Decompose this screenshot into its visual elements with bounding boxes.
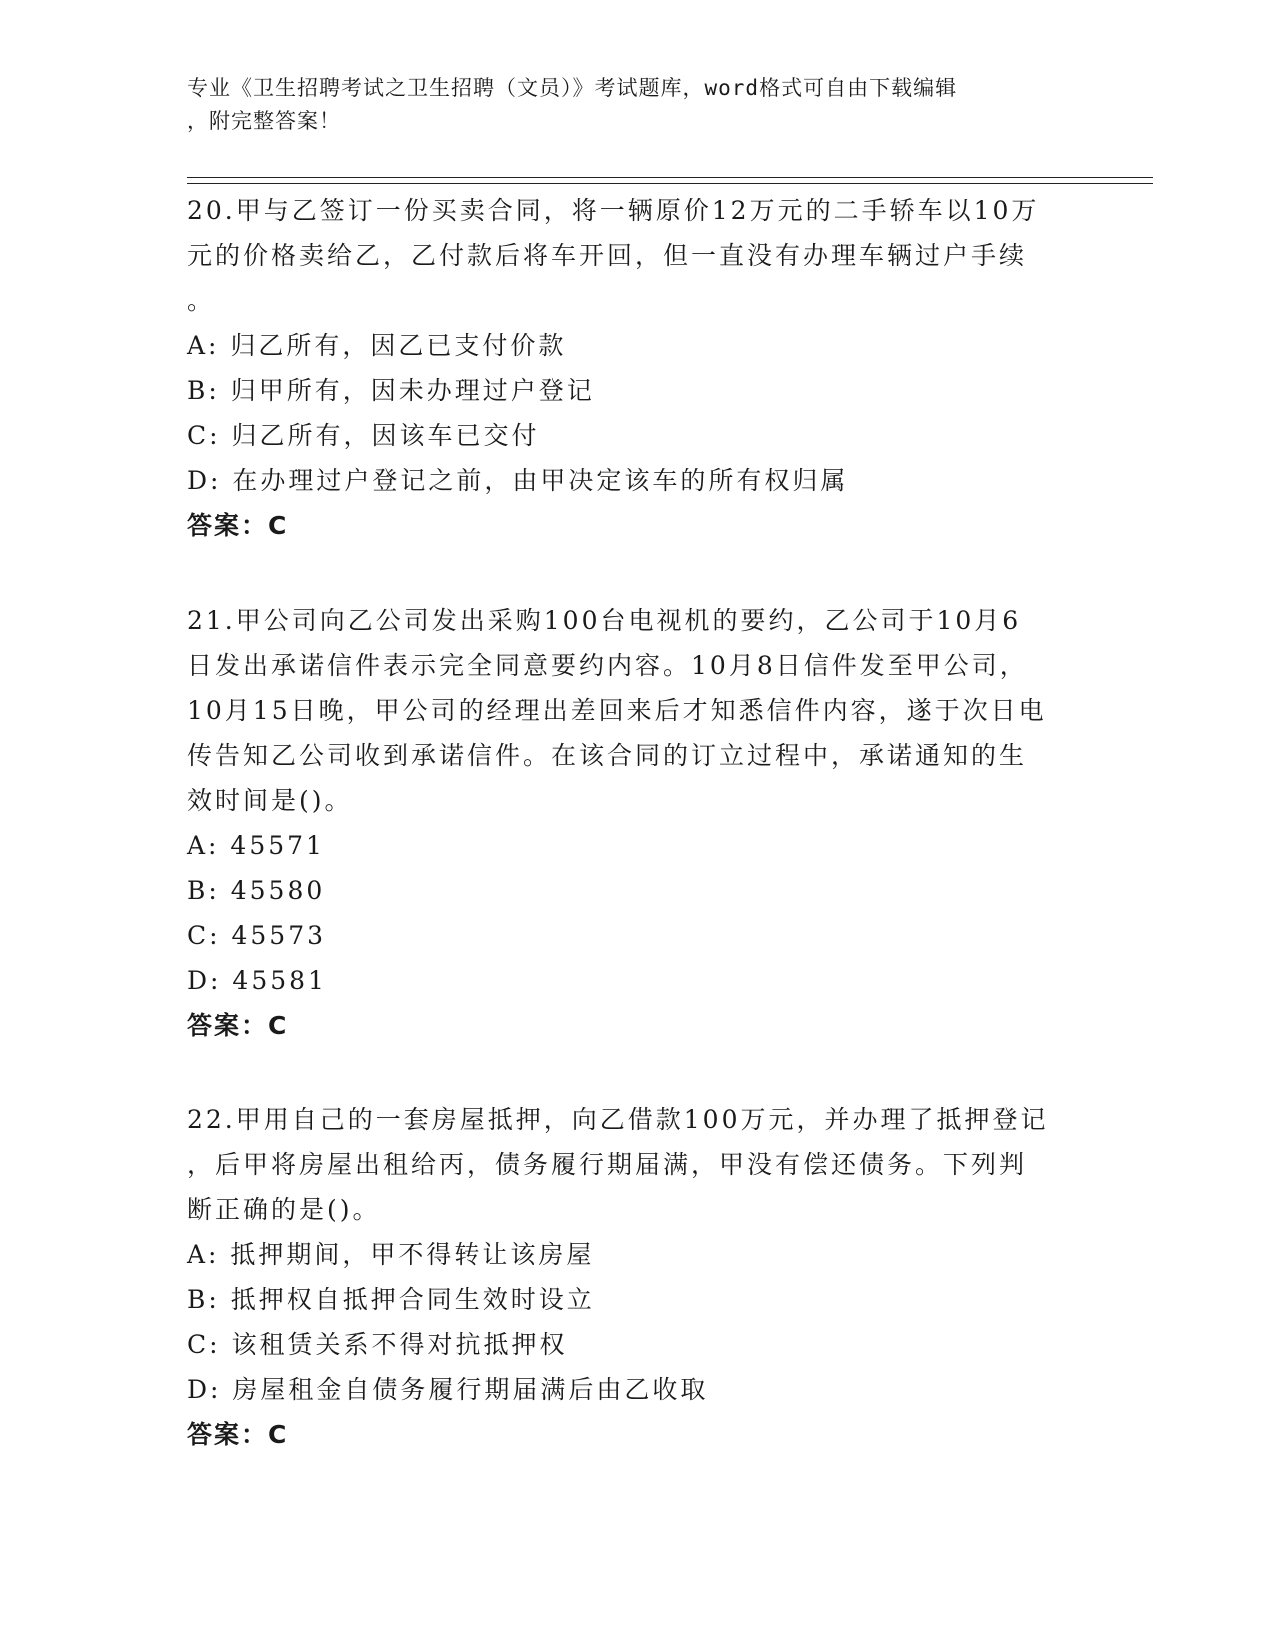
question-stem (187, 188, 1087, 323)
stem-line: 10月15日晚，甲公司的经理出差回来后才知悉信件内容，遂于次日电 (187, 696, 1047, 725)
option-c: C: 该租赁关系不得对抗抵押权 (187, 1330, 568, 1359)
stem-line: 效时间是()。 (187, 786, 353, 815)
stem-line: 元的价格卖给乙，乙付款后将车开回，但一直没有办理车辆过户手续 (187, 241, 1028, 270)
option-d: D: 在办理过户登记之前，由甲决定该车的所有权归属 (187, 466, 849, 495)
stem-line: 。 (187, 286, 216, 315)
option-b: B: 抵押权自抵押合同生效时设立 (187, 1285, 595, 1314)
stem-line: ，后甲将房屋出租给丙，债务履行期届满，甲没有偿还债务。下列判 (187, 1150, 1028, 1179)
option-a: A: 归乙所有，因乙已支付价款 (187, 331, 567, 360)
answer-line: 答案：C (187, 1011, 289, 1040)
option-d: D: 45581 (187, 966, 327, 995)
option-c: C: 45573 (187, 921, 327, 950)
question-block (187, 1097, 1087, 1457)
option-b: B: 45580 (187, 876, 326, 905)
answer-line: 答案：C (187, 1420, 289, 1449)
stem-line: 断正确的是()。 (187, 1195, 381, 1224)
header-divider-bottom (187, 183, 1153, 184)
stem-line: 21.甲公司向乙公司发出采购100台电视机的要约，乙公司于10月6 (187, 606, 1022, 635)
question-block (187, 188, 1087, 548)
option-c: C: 归乙所有，因该车已交付 (187, 421, 540, 450)
question-block (187, 598, 1087, 1048)
question-stem (187, 598, 1087, 823)
option-a: A: 抵押期间，甲不得转让该房屋 (187, 1240, 595, 1269)
header-divider-top (187, 177, 1153, 178)
answer-line: 答案：C (187, 511, 289, 540)
option-d: D: 房屋租金自债务履行期届满后由乙收取 (187, 1375, 709, 1404)
header-line-2: ，附完整答案！ (187, 109, 341, 133)
option-a: A: 45571 (187, 831, 325, 860)
question-stem (187, 1097, 1087, 1232)
option-b: B: 归甲所有，因未办理过户登记 (187, 376, 595, 405)
stem-line: 20.甲与乙签订一份买卖合同，将一辆原价12万元的二手轿车以10万 (187, 196, 1040, 225)
stem-line: 传告知乙公司收到承诺信件。在该合同的订立过程中，承诺通知的生 (187, 741, 1028, 770)
stem-line: 日发出承诺信件表示完全同意要约内容。10月8日信件发至甲公司， (187, 651, 1028, 680)
header-line-1: 专业《卫生招聘考试之卫生招聘（文员）》考试题库，word格式可自由下载编辑 (187, 76, 958, 100)
stem-line: 22.甲用自己的一套房屋抵押，向乙借款100万元，并办理了抵押登记 (187, 1105, 1049, 1134)
document-header (187, 72, 1087, 138)
